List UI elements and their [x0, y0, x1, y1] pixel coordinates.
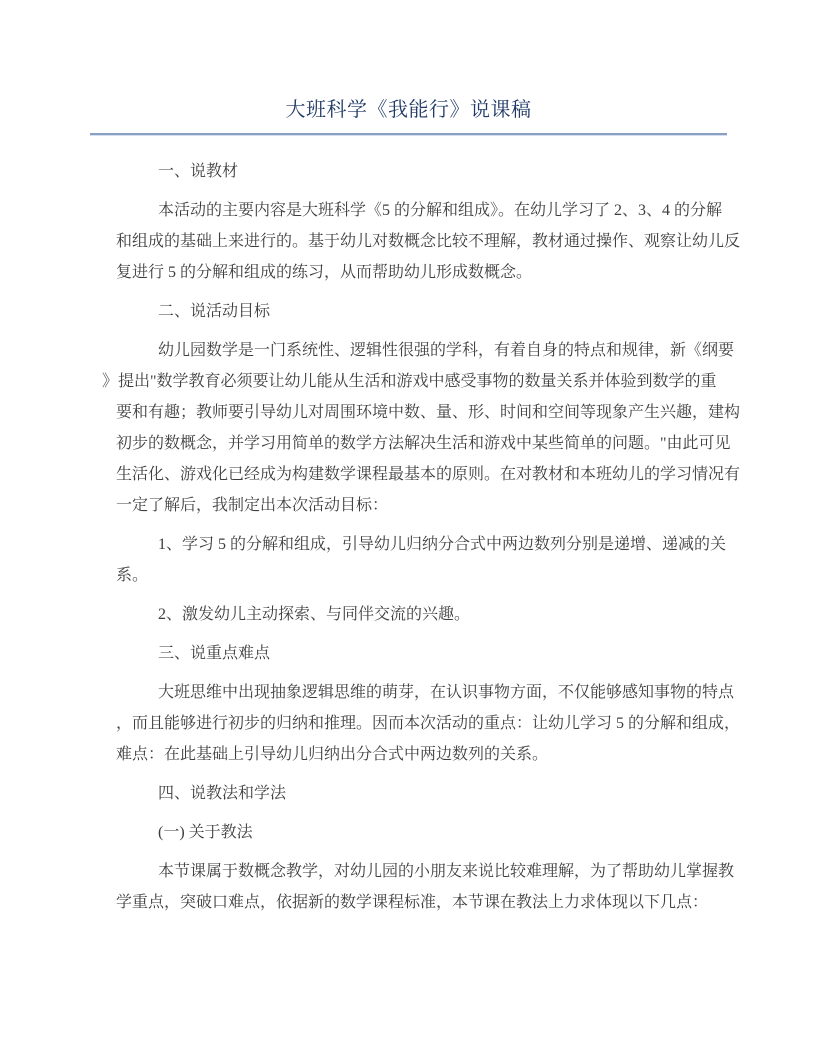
section-heading-key-points	[116, 638, 716, 669]
paragraph-key-points	[116, 677, 741, 770]
subsection-heading-about-teaching	[116, 817, 716, 848]
document-content	[102, 156, 741, 918]
paragraph-line: 本节课属于数概念教学，对幼儿园的小朋友来说比较难理解，为了帮助幼儿掌握教	[158, 863, 735, 880]
title-block	[90, 96, 727, 124]
section-heading-teaching-methods	[116, 778, 716, 809]
section-heading-say-textbook	[116, 156, 716, 187]
paragraph-line: 2、激发幼儿主动探索、与同伴交流的兴趣。	[158, 606, 471, 623]
paragraph-textbook	[116, 195, 741, 288]
heading-line: 三、说重点难点	[158, 645, 271, 662]
heading-line: (一) 关于教法	[158, 824, 253, 841]
paragraph-activity-goals	[102, 335, 741, 521]
paragraph-line: 复进行 5 的分解和组成的练习，从而帮助幼儿形成数概念。	[116, 264, 533, 281]
paragraph-line: 一定了解后，我制定出本次活动目标：	[116, 497, 389, 514]
heading-line: 四、说教法和学法	[158, 785, 287, 802]
document-title: 大班科学《我能行》说课稿	[285, 99, 532, 121]
paragraph-line: 幼儿园数学是一门系统性、逻辑性很强的学科，有着自身的特点和规律，新《纲要	[158, 342, 735, 359]
paragraph-line: 本活动的主要内容是大班科学《5 的分解和组成》。在幼儿学习了 2、3、4 的分解	[158, 202, 723, 219]
paragraph-line: 学重点，突破口难点，依据新的数学课程标准，本节课在教法上力求体现以下几点：	[116, 894, 709, 911]
goal-item-2	[116, 599, 716, 630]
paragraph-line: 》提出"数学教育必须要让幼儿能从生活和游戏中感受事物的数量关系并体验到数学的重	[102, 373, 717, 390]
paragraph-line: 1、学习 5 的分解和组成，引导幼儿归纳分合式中两边数列分别是递增、递减的关	[158, 536, 727, 553]
paragraph-line: 初步的数概念，并学习用简单的数学方法解决生活和游戏中某些简单的问题。"由此可见	[116, 435, 731, 452]
heading-line: 二、说活动目标	[158, 303, 271, 320]
paragraph-line: ，而且能够进行初步的归纳和推理。因而本次活动的重点：让幼儿学习 5 的分解和组成，	[116, 715, 741, 732]
paragraph-line: 要和有趣；教师要引导幼儿对周围环境中数、量、形、时间和空间等现象产生兴趣，建构	[116, 404, 741, 421]
paragraph-line: 难点：在此基础上引导幼儿归纳出分合式中两边数列的关系。	[116, 746, 549, 763]
section-heading-activity-goals	[116, 296, 716, 327]
paragraph-line: 系。	[116, 567, 149, 584]
goal-item-1	[116, 529, 727, 591]
paragraph-line: 大班思维中出现抽象逻辑思维的萌芽，在认识事物方面，不仅能够感知事物的特点	[158, 684, 735, 701]
paragraph-line: 和组成的基础上来进行的。基于幼儿对数概念比较不理解，教材通过操作、观察让幼儿反	[116, 233, 741, 250]
title-divider	[90, 133, 727, 136]
paragraph-line: 生活化、游戏化已经成为构建数学课程最基本的原则。在对教材和本班幼儿的学习情况有	[116, 466, 741, 483]
paragraph-teaching-methods	[116, 856, 735, 918]
heading-line: 一、说教材	[158, 163, 239, 180]
